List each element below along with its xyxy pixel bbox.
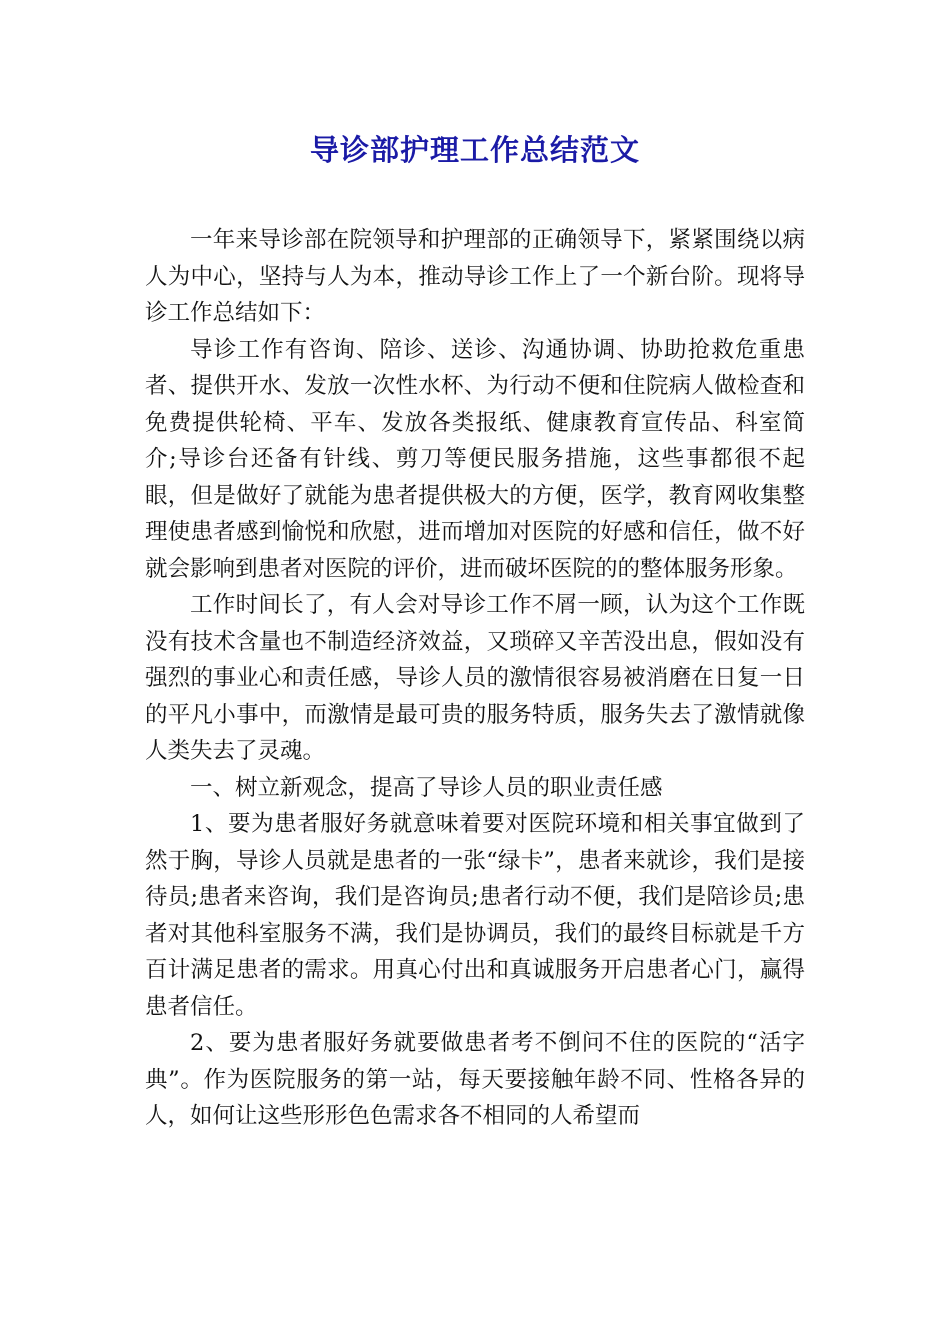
document-title: 导诊部护理工作总结范文 <box>309 133 640 167</box>
paragraph-point-1: 1、要为患者服好务就意味着要对医院环境和相关事宜做到了然于胸，导诊人员就是患者的一张“绿卡”，患者来就诊，我们是接待员;患者来咨询，我们是咨询员;患者行动不便，我们是陪诊员;患者对其他科室服务不满，我们是协调员，我们的最终目标就是千方百计满足患者的需求。用真心付出和真诚服务开启患者心门，赢得患者信任。 <box>145 811 805 1020</box>
paragraph-point-2: 2、要为患者服好务就要做患者考不倒问不住的医院的“活字典”。作为医院服务的第一站，每天要接触年龄不同、性格各异的人，如何让这些形形色色需求各不相同的人希望而 <box>145 1030 805 1129</box>
section-heading-1: 一、树立新观念，提高了导诊人员的职业责任感 <box>190 774 663 801</box>
document-body <box>145 222 805 1135</box>
paragraph-passion: 工作时间长了，有人会对导诊工作不屑一顾，认为这个工作既没有技术含量也不制造经济效益，又琐碎又辛苦没出息，假如没有强烈的事业心和责任感，导诊人员的激情很容易被消磨在日复一日的平凡小事中，而激情是最可贵的服务特质，服务失去了激情就像人类失去了灵魂。 <box>145 592 805 764</box>
paragraph-duties: 导诊工作有咨询、陪诊、送诊、沟通协调、协助抢救危重患者、提供开水、发放一次性水杯、为行动不便和住院病人做检查和免费提供轮椅、平车、发放各类报纸、健康教育宣传品、科室简介;导诊台还备有针线、剪刀等便民服务措施，这些事都很不起眼，但是做好了就能为患者提供极大的方便，医学，教育网收集整理使患者感到愉悦和欣慰，进而增加对医院的好感和信任，做不好就会影响到患者对医院的评价，进而破坏医院的的整体服务形象。 <box>145 336 805 582</box>
paragraph-intro: 一年来导诊部在院领导和护理部的正确领导下，紧紧围绕以病人为中心，坚持与人为本，推动导诊工作上了一个新台阶。现将导诊工作总结如下： <box>145 227 805 326</box>
